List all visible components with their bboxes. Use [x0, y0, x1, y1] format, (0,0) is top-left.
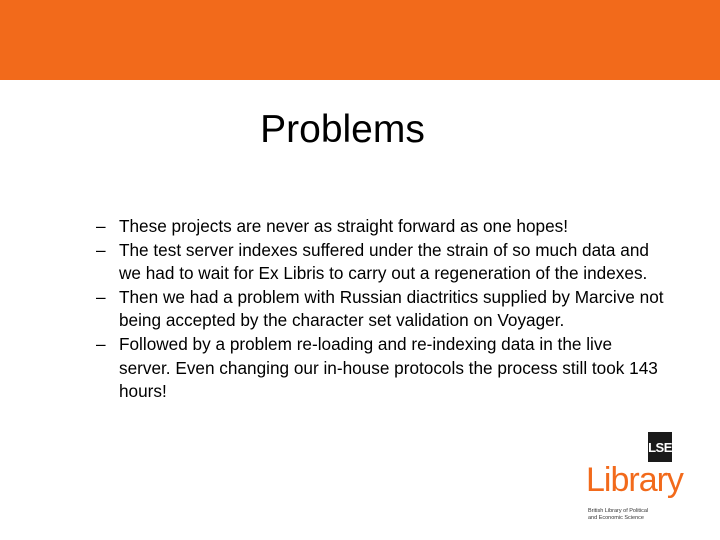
lse-badge: LSE — [648, 432, 672, 462]
bullet-dash: – — [96, 239, 106, 260]
library-wordmark: Library — [586, 461, 683, 499]
slide-title: Problems — [260, 108, 425, 151]
bullet-item — [96, 215, 666, 239]
bullet-list — [96, 215, 666, 404]
lse-library-logo — [586, 432, 686, 527]
bullet-item — [96, 239, 666, 286]
bullet-dash: – — [96, 333, 106, 354]
header-banner — [0, 0, 720, 80]
bullet-item — [96, 333, 666, 404]
bullet-text: The test server indexes suffered under the strain of so much data and we had to wait for Ex Libris to carry out a regeneration of the indexes. — [119, 239, 649, 284]
bullet-dash: – — [96, 216, 106, 236]
bullet-text: These projects are never as straight forward as one hopes! — [119, 216, 569, 236]
bullet-text: Then we had a problem with Russian diactritics supplied by Marcive not being accepted by the character set validation on Voyager. — [119, 286, 664, 331]
library-subtitle-line2: and Economic Science — [588, 515, 644, 521]
library-subtitle-line1: British Library of Political — [588, 508, 649, 514]
bullet-item — [96, 286, 666, 333]
bullet-dash: – — [96, 286, 106, 307]
bullet-text: Followed by a problem re-loading and re-indexing data in the live server. Even changing our in-house protocols the process still took 143 hours! — [119, 333, 658, 402]
library-subtitle — [588, 508, 686, 522]
